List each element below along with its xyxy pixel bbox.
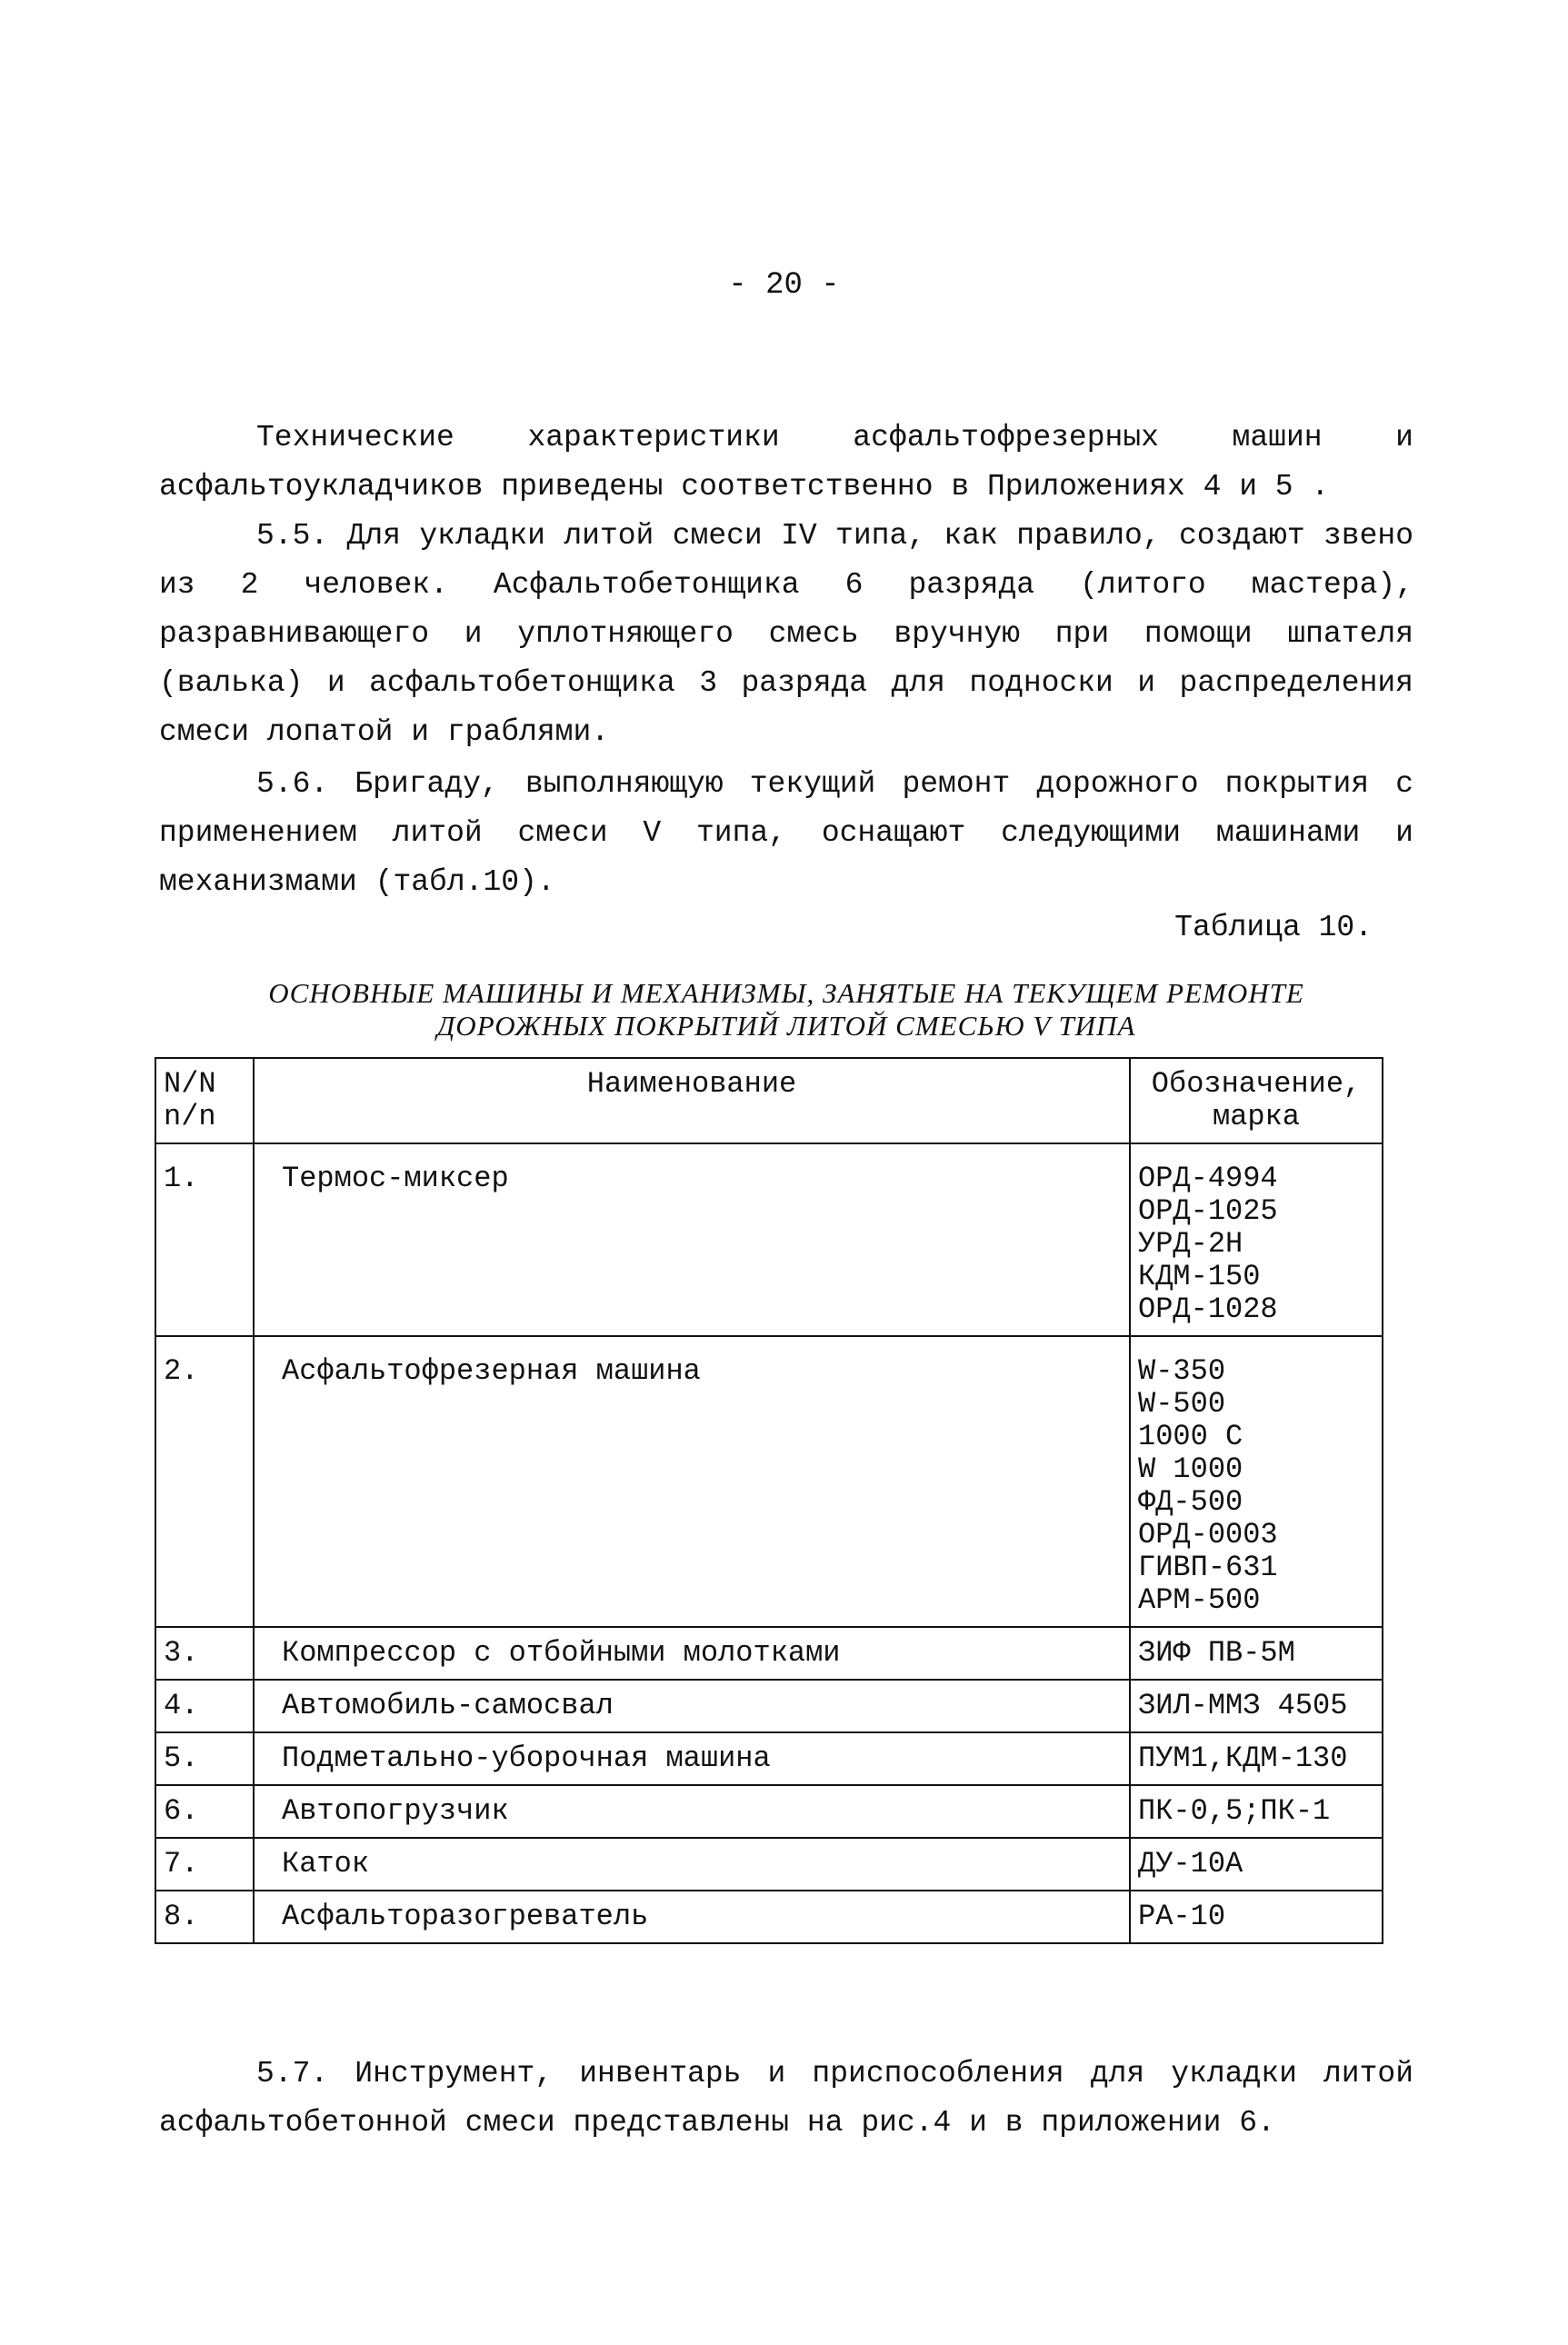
header-code <box>1130 1058 1383 1143</box>
table-row <box>155 1891 1383 1943</box>
row-number: 7. <box>155 1838 254 1891</box>
paragraph-5-5-text: 5.5. Для укладки литой смеси IV типа, как правило, создают звено из 2 человек. Асфальтобетонщика 6 разряда (литого мастера), разравнивающего и уплотняющего смесь вручную при помощи шпателя (валька) и асфальтобетонщика 3 разряда для подноски и распределения смеси лопатой и граблями. <box>159 519 1413 749</box>
paragraph-intro-text: Технические характеристики асфальтофрезерных машин и асфальтоукладчиков приведены соответственно в Приложениях 4 и 5 . <box>159 421 1413 504</box>
row-codes <box>1130 1680 1383 1732</box>
row-code: ДУ-10А <box>1138 1847 1243 1881</box>
row-code: W 1000 <box>1138 1452 1243 1486</box>
row-codes <box>1130 1891 1383 1943</box>
row-name: Асфальтофрезерная машина <box>254 1336 1130 1627</box>
machines-table <box>155 1057 1383 1944</box>
table-row <box>155 1838 1383 1891</box>
row-name: Автопогрузчик <box>254 1785 1130 1838</box>
row-code: ОРД-1028 <box>1138 1292 1278 1326</box>
table-title-line2: ДОРОЖНЫХ ПОКРЫТИЙ ЛИТОЙ СМЕСЬЮ V ТИПА <box>436 1010 1136 1042</box>
row-codes <box>1130 1732 1383 1785</box>
header-code-line2: марка <box>1212 1100 1300 1133</box>
table-row <box>155 1732 1383 1785</box>
row-code: ОРД-1025 <box>1138 1194 1278 1228</box>
row-name: Асфальторазогреватель <box>254 1891 1130 1943</box>
page-number: - 20 - <box>728 268 840 303</box>
paragraph-5-6-text: 5.6. Бригаду, выполняющую текущий ремонт дорожного покрытия с применением литой смеси V типа, оснащают следующими машинами и механизмами (табл.10). <box>159 767 1413 899</box>
row-name: Автомобиль-самосвал <box>254 1680 1130 1732</box>
table-label: Таблица 10. <box>1174 911 1373 944</box>
header-number-line2: n/n <box>164 1100 216 1133</box>
table-header-row <box>155 1058 1383 1143</box>
paragraph-5-7 <box>159 2050 1413 2148</box>
row-code: 1000 C <box>1138 1420 1243 1453</box>
row-code: ЗИФ ПВ-5М <box>1138 1636 1295 1670</box>
header-name: Наименование <box>254 1058 1130 1143</box>
row-code: УРД-2Н <box>1138 1227 1243 1261</box>
paragraph-5-7-text: 5.7. Инструмент, инвентарь и приспособления для укладки литой асфальтобетонной смеси представлены на рис.4 и в приложении 6. <box>159 2057 1413 2140</box>
row-number: 6. <box>155 1785 254 1838</box>
row-code: ПУМ1,КДМ-130 <box>1138 1741 1348 1775</box>
row-number: 8. <box>155 1891 254 1943</box>
table-row <box>155 1336 1383 1627</box>
paragraph-5-5 <box>159 512 1413 757</box>
row-code: ОРД-4994 <box>1138 1162 1278 1195</box>
header-code-line1: Обозначение, <box>1151 1067 1362 1101</box>
table-row <box>155 1785 1383 1838</box>
row-codes <box>1130 1838 1383 1891</box>
row-code: ФД-500 <box>1138 1485 1243 1519</box>
row-code: W-350 <box>1138 1354 1226 1388</box>
row-code: КДМ-150 <box>1138 1260 1261 1293</box>
row-code: ОРД-0003 <box>1138 1518 1278 1552</box>
table-title-line1: ОСНОВНЫЕ МАШИНЫ И МЕХАНИЗМЫ, ЗАНЯТЫЕ НА ТЕКУЩЕМ РЕМОНТЕ <box>268 977 1304 1009</box>
row-number: 5. <box>155 1732 254 1785</box>
paragraph-intro <box>159 414 1413 512</box>
table-row <box>155 1680 1383 1732</box>
row-code: РА-10 <box>1138 1900 1226 1933</box>
row-number: 3. <box>155 1627 254 1680</box>
row-code: ГИВП-631 <box>1138 1551 1278 1584</box>
row-name: Каток <box>254 1838 1130 1891</box>
header-number <box>155 1058 254 1143</box>
row-name: Подметально-уборочная машина <box>254 1732 1130 1785</box>
paragraph-5-6 <box>159 760 1413 907</box>
row-code: ЗИЛ-ММЗ 4505 <box>1138 1689 1348 1722</box>
header-number-line1: N/N <box>164 1067 216 1101</box>
row-number: 4. <box>155 1680 254 1732</box>
table-row <box>155 1143 1383 1336</box>
row-number: 2. <box>155 1336 254 1627</box>
row-codes <box>1130 1336 1383 1627</box>
row-codes <box>1130 1785 1383 1838</box>
table-row <box>155 1627 1383 1680</box>
table-title <box>159 977 1413 1043</box>
row-name: Термос-миксер <box>254 1143 1130 1336</box>
row-number: 1. <box>155 1143 254 1336</box>
row-code: W-500 <box>1138 1387 1226 1421</box>
row-name: Компрессор с отбойными молотками <box>254 1627 1130 1680</box>
row-codes <box>1130 1627 1383 1680</box>
row-codes <box>1130 1143 1383 1336</box>
row-code: АРМ-500 <box>1138 1583 1261 1617</box>
row-code: ПК-0,5;ПК-1 <box>1138 1794 1331 1828</box>
